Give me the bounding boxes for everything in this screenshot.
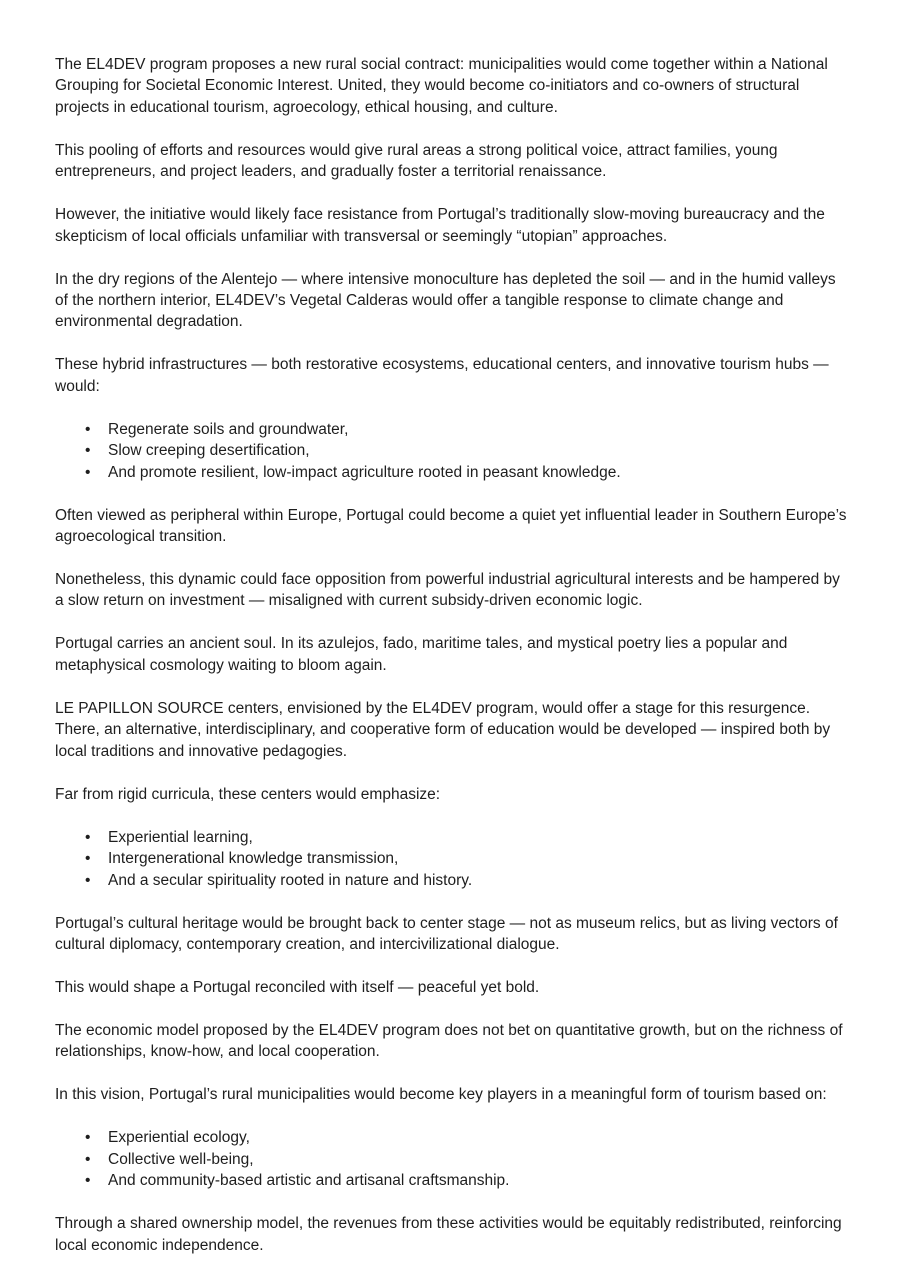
list-item [55,1127,847,1148]
paragraph: Through a shared ownership model, the revenues from these activities would be equitably redistributed, reinforcing local economic independence. [55,1215,842,1254]
list-item [55,827,847,848]
list-item [55,848,847,869]
bullet-icon: • [85,850,91,868]
bullet-icon: • [85,871,91,889]
list-item-text: Regenerate soils and groundwater, [108,420,349,438]
list-item [55,1149,847,1170]
paragraph: Portugal’s cultural heritage would be brought back to center stage — not as museum relics, but as living vectors of cultural diplomacy, contemporary creation, and intercivilizational dialogue. [55,914,838,953]
paragraph: LE PAPILLON SOURCE centers, envisioned by the EL4DEV program, would offer a stage for this resurgence. There, an alternative, interdisciplinary, and cooperative form of education would be developed — inspired both by local traditions and innovative pedagogies. [55,699,831,760]
list-item [55,870,847,891]
paragraph: These hybrid infrastructures — both restorative ecosystems, educational centers, and innovative tourism hubs — would: [55,356,829,395]
paragraph: The economic model proposed by the EL4DEV program does not bet on quantitative growth, but on the richness of relationships, know-how, and local cooperation. [55,1021,843,1061]
bullet-list [55,1127,847,1191]
bullet-icon: • [85,1129,91,1147]
list-item-text: Collective well-being, [108,1150,254,1168]
paragraph: Portugal carries an ancient soul. In its azulejos, fado, maritime tales, and mystical poetry lies a popular and metaphysical cosmology waiting to bloom again. [55,635,788,674]
list-item-text: Slow creeping desertification, [108,442,310,460]
bullet-icon: • [85,463,91,481]
paragraph: In this vision, Portugal’s rural municipalities would become key players in a meaningful form of tourism based on: [55,1086,827,1104]
bullet-icon: • [85,442,91,460]
list-item-text: And promote resilient, low-impact agriculture rooted in peasant knowledge. [108,463,621,481]
list-item [55,440,847,461]
paragraph: However, the initiative would likely face resistance from Portugal’s traditionally slow-moving bureaucracy and the skepticism of local officials unfamiliar with transversal or seemingly “utopian” approaches. [55,206,825,245]
bullet-icon: • [85,1150,91,1168]
bullet-list [55,419,847,483]
list-item [55,419,847,440]
paragraph: Often viewed as peripheral within Europe, Portugal could become a quiet yet influential leader in Southern Europe’s agroecological transition. [55,506,847,546]
paragraph: The EL4DEV program proposes a new rural social contract: municipalities would come together within a National Grouping for Societal Economic Interest. United, they would become co-initiators and co-owners of structural projects in educational tourism, agroecology, ethical housing, and culture. [55,56,828,116]
list-item-text: Experiential ecology, [108,1129,250,1147]
list-item-text: Intergenerational knowledge transmission, [108,850,399,868]
paragraph: In the dry regions of the Alentejo — where intensive monoculture has depleted the soil — and in the humid valleys of the northern interior, EL4DEV’s Vegetal Calderas would offer a tangible response to climate change and environmental degradation. [55,270,836,331]
list-item [55,1170,847,1191]
bullet-icon: • [85,420,91,438]
paragraph: This pooling of efforts and resources would give rural areas a strong political voice, attract families, young entrepreneurs, and project leaders, and gradually foster a territorial renaissance. [55,141,778,181]
document-body [55,54,847,1256]
paragraph: Far from rigid curricula, these centers would emphasize: [55,785,441,803]
list-item-text: And community-based artistic and artisanal craftsmanship. [108,1172,510,1190]
list-item-text: Experiential learning, [108,828,253,846]
paragraph: This would shape a Portugal reconciled with itself — peaceful yet bold. [55,978,540,996]
list-item [55,462,847,483]
paragraph: Nonetheless, this dynamic could face opposition from powerful industrial agricultural interests and be hampered by a slow return on investment — misaligned with current subsidy-driven economic logic. [55,571,840,610]
bullet-icon: • [85,828,91,846]
bullet-list [55,827,847,891]
bullet-icon: • [85,1172,91,1190]
list-item-text: And a secular spirituality rooted in nature and history. [108,871,473,889]
